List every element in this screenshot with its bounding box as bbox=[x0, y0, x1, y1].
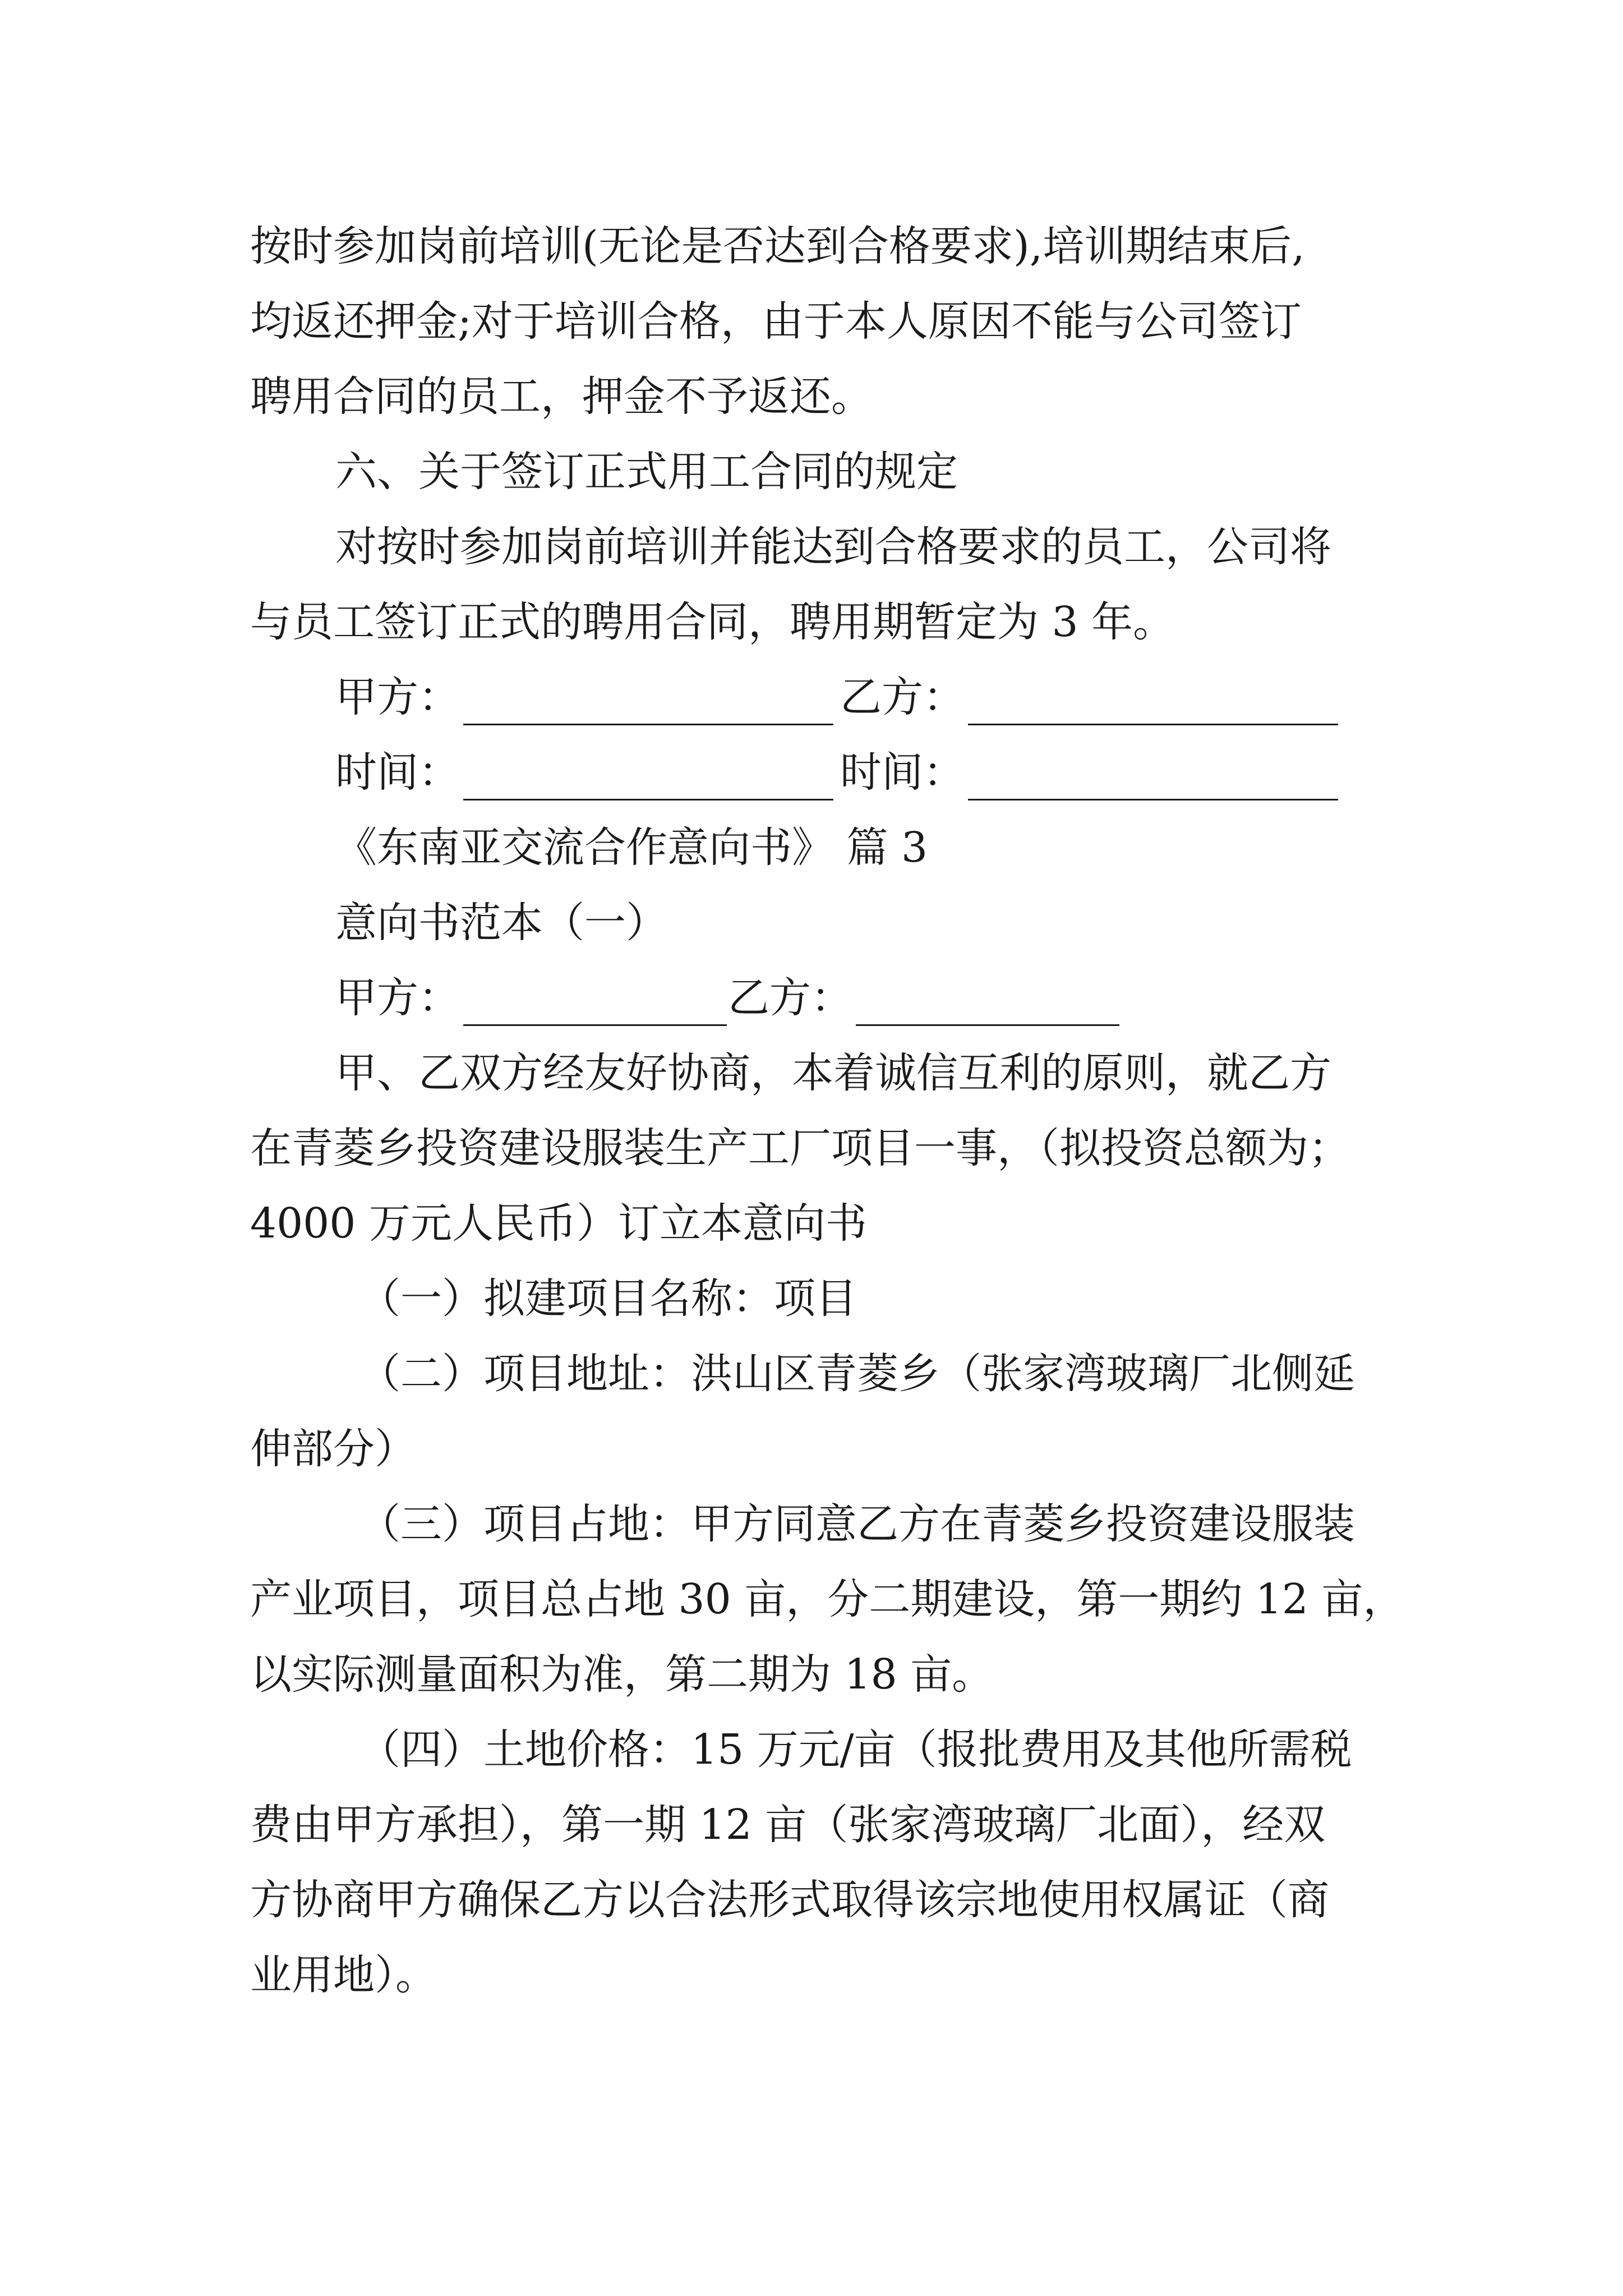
time-b-blank bbox=[968, 799, 1338, 800]
list-item: （四）土地价格：15 万元/亩（报批费用及其他所需税 bbox=[359, 1726, 1352, 1774]
paragraph-line: 聘用合同的员工，押金不予返还。 bbox=[250, 372, 873, 421]
paragraph-line: 甲、乙双方经友好协商，本着诚信互利的原则，就乙方 bbox=[335, 1049, 1331, 1097]
paragraph-line: 与员工签订正式的聘用合同，聘用期暂定为 3 年。 bbox=[250, 598, 1175, 646]
template-title: 意向书范本（一） bbox=[335, 899, 667, 947]
list-item: （二）项目地址：洪山区青菱乡（张家湾玻璃厂北侧延 bbox=[359, 1350, 1355, 1398]
party-a-label: 甲方： bbox=[335, 673, 460, 721]
section-heading: 六、关于签订正式用工合同的规定 bbox=[335, 448, 958, 496]
paragraph-line: 4000 万元人民币）订立本意向书 bbox=[250, 1199, 867, 1248]
list-item: 以实际测量面积为准，第二期为 18 亩。 bbox=[250, 1650, 994, 1699]
list-item: 产业项目，项目总占地 30 亩，分二期建设，第一期约 12 亩， bbox=[250, 1575, 1405, 1623]
list-item: 方协商甲方确保乙方以合法形式取得该宗地使用权属证（商 bbox=[250, 1876, 1329, 1924]
paragraph-line: 在青菱乡投资建设服装生产工厂项目一事，（拟投资总额为； bbox=[250, 1124, 1350, 1172]
party-b-blank bbox=[856, 1024, 1119, 1026]
article-title: 《东南亚交流合作意向书》 篇 3 bbox=[335, 823, 928, 872]
time-a-label: 时间： bbox=[335, 748, 460, 797]
list-item: 费由甲方承担），第一期 12 亩（张家湾玻璃厂北面），经双 bbox=[250, 1801, 1326, 1849]
list-item: 伸部分） bbox=[250, 1425, 416, 1473]
paragraph-line: 按时参加岗前培训(无论是否达到合格要求),培训期结束后, bbox=[250, 222, 1305, 270]
paragraph-line: 均返还押金;对于培训合格，由于本人原因不能与公司签订 bbox=[250, 297, 1302, 346]
party-b-label: 乙方： bbox=[840, 673, 965, 721]
list-item: （三）项目占地：甲方同意乙方在青菱乡投资建设服装 bbox=[359, 1500, 1355, 1548]
party-b-label: 乙方： bbox=[728, 974, 852, 1022]
list-item: 业用地）。 bbox=[250, 1951, 437, 1999]
party-a-label: 甲方： bbox=[335, 974, 460, 1022]
party-b-blank bbox=[968, 724, 1338, 725]
time-a-blank bbox=[463, 799, 833, 800]
party-a-blank bbox=[463, 724, 833, 725]
time-b-label: 时间： bbox=[840, 748, 965, 797]
paragraph-line: 对按时参加岗前培训并能达到合格要求的员工，公司将 bbox=[335, 523, 1331, 571]
list-item: （一）拟建项目名称：项目 bbox=[359, 1274, 857, 1323]
party-a-blank bbox=[463, 1024, 727, 1026]
